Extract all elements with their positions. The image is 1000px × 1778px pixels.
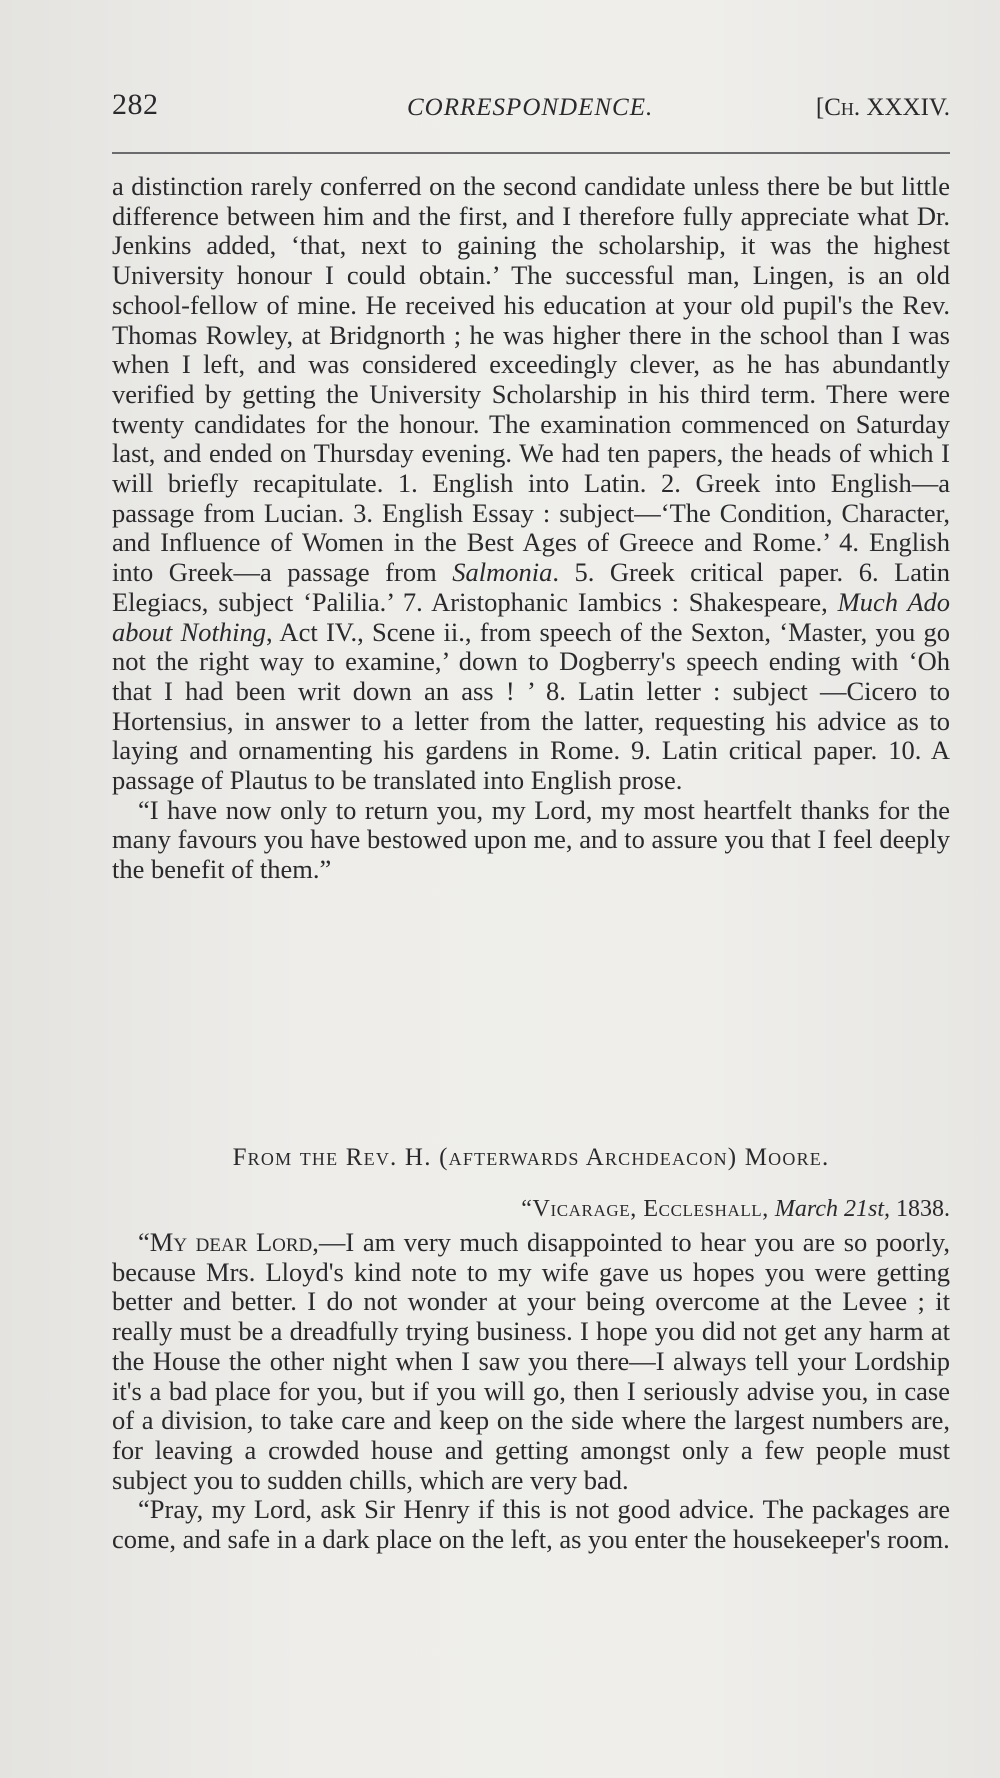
letter-salutation: “My dear Lord, — [138, 1227, 319, 1257]
letter-text — [112, 1228, 950, 1555]
body-text — [112, 172, 950, 885]
italic-title-much-ado: Much Ado about Nothing — [112, 586, 951, 647]
paragraph-text: a distinction rarely conferred on the second candidate unless there be but little difference between him and the first, and I therefore fully appreciate what Dr. Jenkins added, ‘that, next to gaining the scholarship, it was the highest University honour I could obtain.’ The successful man, Lingen, is an old school-fellow of mine. He received his education at your old pupil's the Rev. Thomas Rowley, at Bridgnorth ; he was higher there in the school than I was when I left, and was considered exceedingly clever, as he has abundantly verified by getting the University Scholarship in his third term. There were twenty candidates for the honour. The examination commenced on Saturday last, and ended on Thursday evening. We had ten papers, the heads of which I will briefly recapitulate. 1. English into Latin. 2. Greek into English—a passage from Lucian. 3. English Essay : subject—‘The Condition, Character, and Influence of Women in the Best Ages of Greece and Rome.’ 4. English into Greek—a passage from — [112, 171, 950, 588]
letter-paragraph-text: —I am very much disappointed to hear you are so poorly, because Mrs. Lloyd's kind note to my wife gave us hopes you were getting better and better. I do not wonder at your being overcome at the Levee ; it really must be a dreadfully trying business. I hope you did not get any harm at the House the other night when I saw you there—I always tell your Lordship it's a bad place for you, but if you will go, then I seriously advise you, in case of a division, to take care and keep on the side where the largest numbers are, for leaving a crowded house and getting amongst only a few people must subject you to sudden chills, which are very bad. — [112, 1227, 950, 1495]
paragraph-text: . 5. Greek critical paper. 6. Latin Elegiacs, subject ‘Palilia.’ 7. Aristophanic Iambics : Shakespeare, — [112, 557, 951, 617]
section-title: CORRESPONDENCE. — [407, 94, 654, 121]
dateline-year: 1838. — [896, 1196, 950, 1222]
dateline-place: “Vicarage, Eccleshall, — [521, 1196, 769, 1222]
page-number: 282 — [112, 88, 159, 121]
letter-paragraph: “Pray, my Lord, ask Sir Henry if this is not good advice. The packages are come, and safe in a dark place on the left, as you enter the housekeeper's room. — [112, 1494, 950, 1555]
paragraph-continued — [112, 172, 950, 796]
dateline-date: March 21st, — [774, 1196, 890, 1222]
paragraph-text: , Act IV., Scene ii., from speech of the Sexton, ‘Master, you go not the right way to examine,’ down to Dogberry's speech ending with ‘Oh that I had been writ down an ass ! ’ 8. Latin letter : subject —Cicero to Hortensius, in answer to a letter from the latter, requesting his advice as to laying and ornamenting his gardens in Rome. 9. Latin critical paper. 10. A passage of Plautus to be translated into English prose. — [112, 616, 950, 796]
letter-paragraph — [112, 1228, 950, 1495]
letter-dateline — [112, 1196, 950, 1223]
header-rule — [112, 152, 950, 154]
letter-heading: From the Rev. H. (afterwards Archdeacon) Moore. — [232, 1144, 830, 1171]
chapter-reference: [Ch. XXXIV. — [815, 94, 950, 121]
italic-title-salmonia: Salmonia — [452, 557, 553, 588]
running-head — [112, 88, 950, 138]
closing-paragraph: “I have now only to return you, my Lord, my most heartfelt thanks for the many favours you have bestowed upon me, and to assure you that I feel deeply the benefit of them.” — [112, 794, 950, 885]
